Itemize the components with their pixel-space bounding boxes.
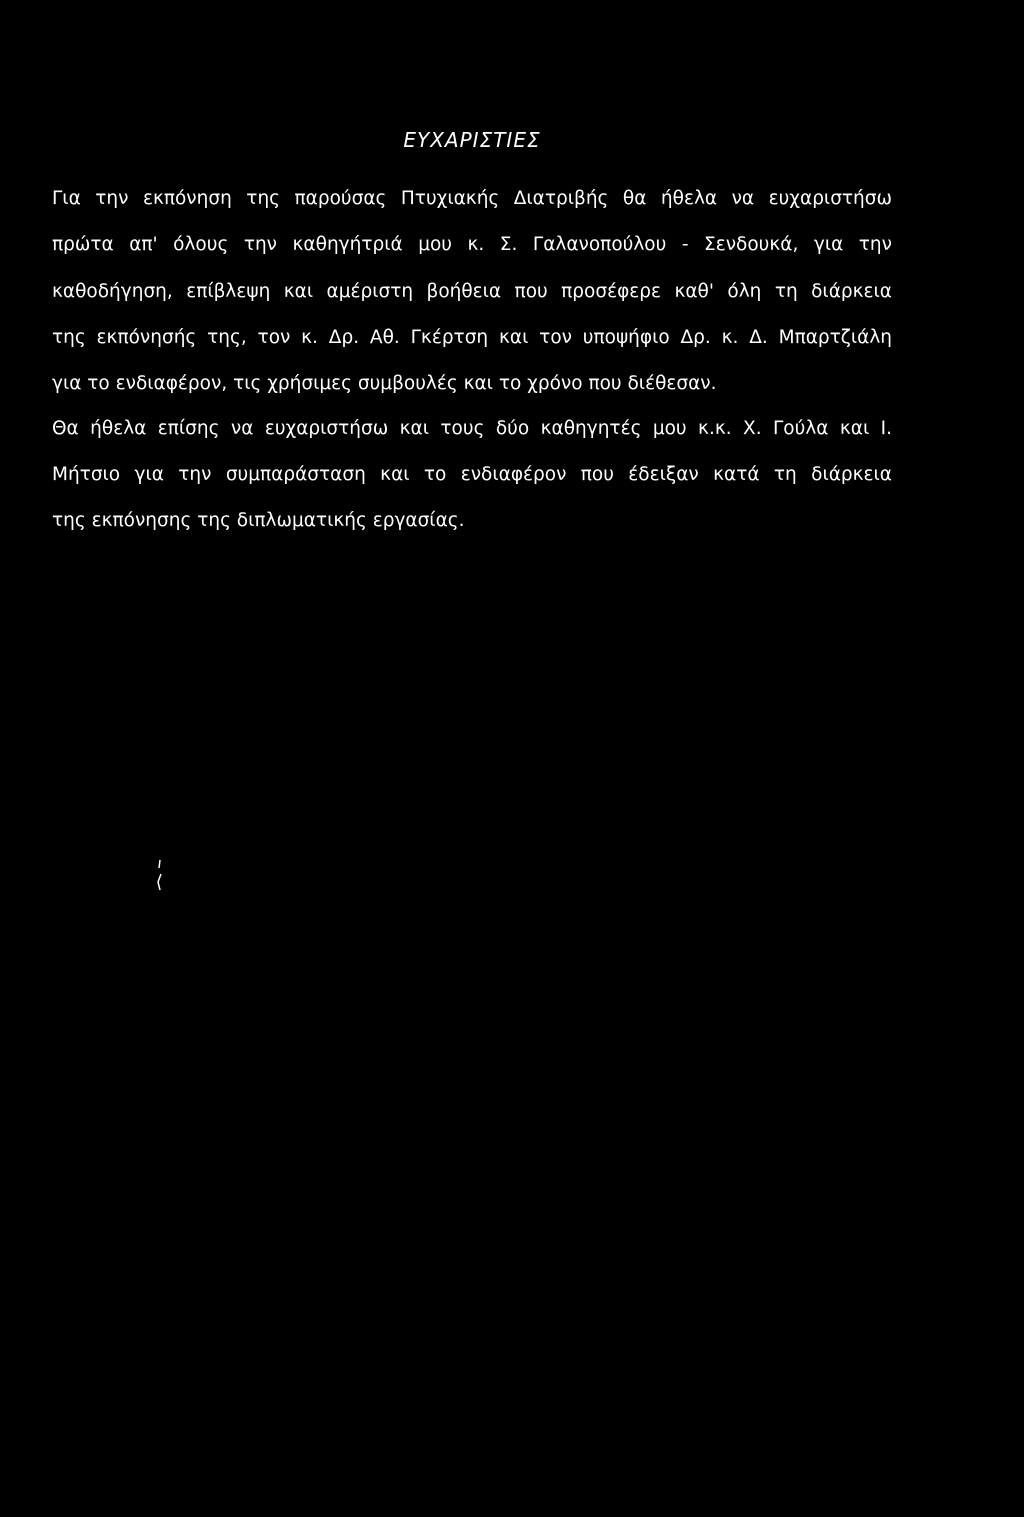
paragraph-line: Για την εκπόνηση της παρούσας Πτυχιακής Διατριβής θα ήθελα να ευχαριστήσω <box>52 188 892 209</box>
paragraph-line: για το ενδιαφέρον, τις χρήσιμες συμβουλές και το χρόνο που διέθεσαν. <box>52 373 717 394</box>
paragraph-line: Θα ήθελα επίσης να ευχαριστήσω και τους δύο καθηγητές μου κ.κ. Χ. Γούλα και Ι. <box>52 418 892 439</box>
stray-mark-icon <box>156 856 164 896</box>
paragraph-line: πρώτα απ' όλους την καθηγήτριά μου κ. Σ. Γαλανοπούλου - Σενδουκά, για την <box>52 234 892 255</box>
paragraph-line: Μήτσιο για την συμπαράσταση και το ενδιαφέρον που έδειξαν κατά τη διάρκεια <box>52 464 892 485</box>
page-title: ΕΥΧΑΡΙΣΤΙΕΣ <box>403 128 541 152</box>
paragraph-line: της εκπόνησής της, τον κ. Δρ. Αθ. Γκέρτση και τον υποψήφιο Δρ. κ. Δ. Μπαρτζιάλη <box>52 327 892 348</box>
paragraph-line: της εκπόνησης της διπλωματικής εργασίας. <box>52 510 465 531</box>
paragraph-line: καθοδήγηση, επίβλεψη και αμέριστη βοήθεια που προσέφερε καθ' όλη τη διάρκεια <box>52 281 892 302</box>
